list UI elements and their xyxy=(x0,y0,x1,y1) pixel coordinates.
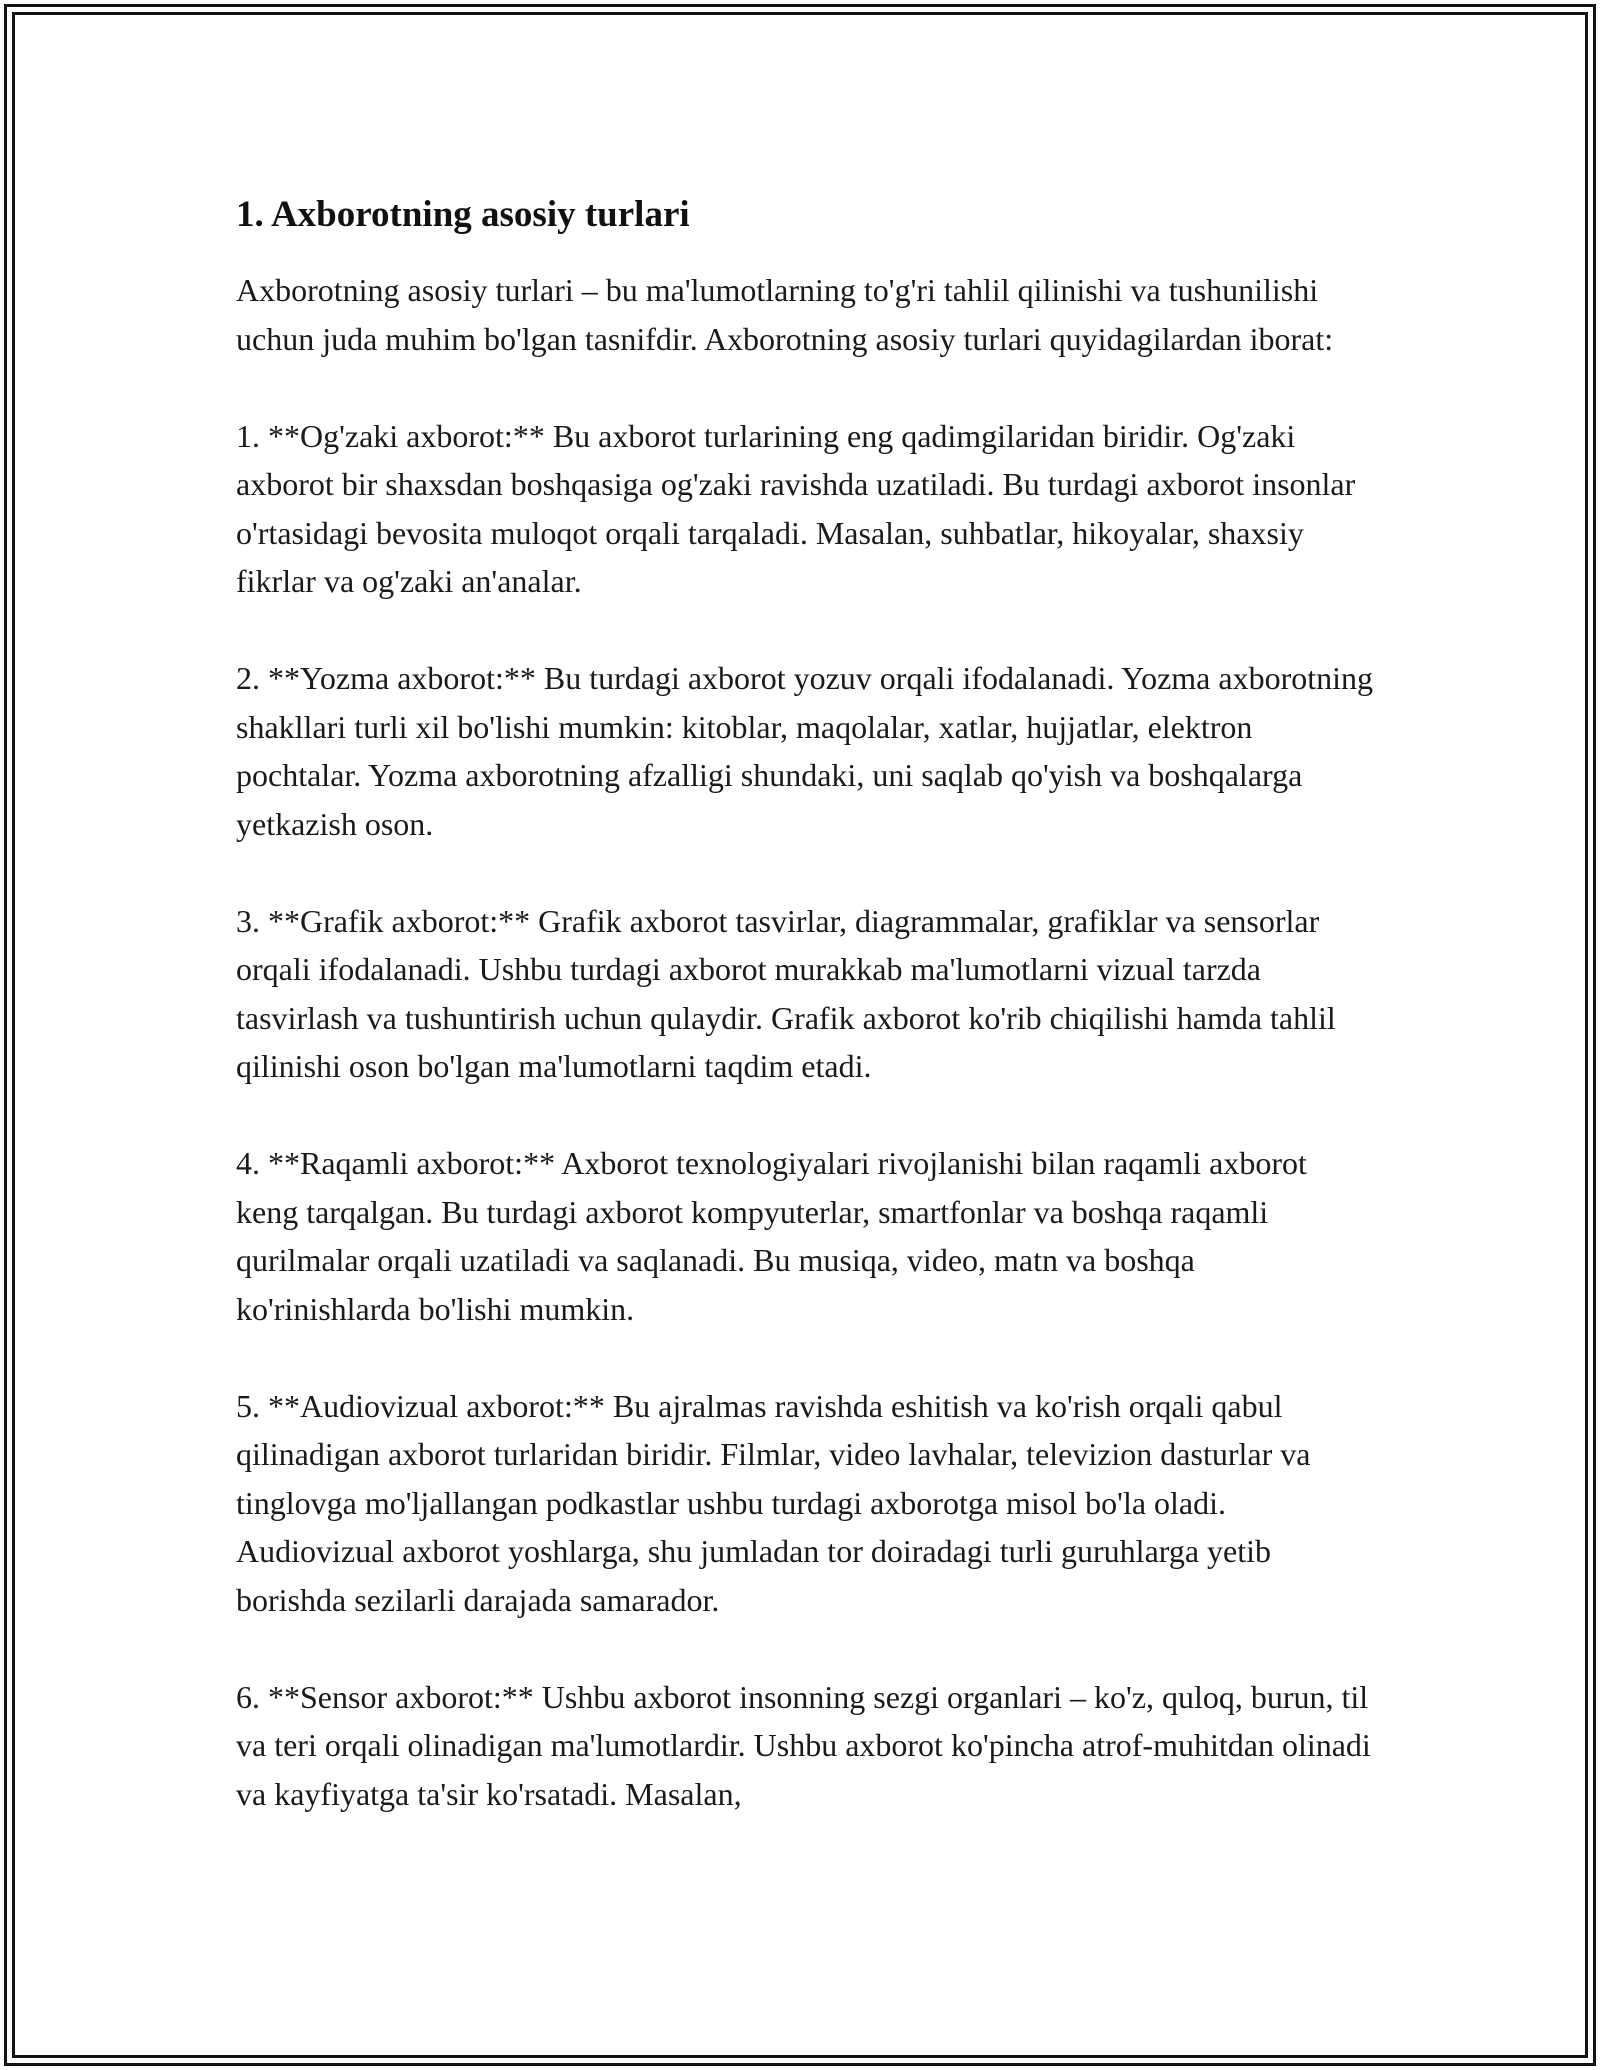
paragraph-raqamli: 4. **Raqamli axborot:** Axborot texnologiyalari rivojlanishi bilan raqamli axborot keng tarqalgan. Bu turdagi axborot kompyuterlar, smartfonlar va boshqa raqamli qurilmalar orqali uzatiladi va saqlanadi. Bu musiqa, video, matn va boshqa ko'rinishlarda bo'lishi mumkin. xyxy=(236,1145,1307,1327)
document-body xyxy=(236,190,1376,1867)
paragraph-ogzaki: 1. **Og'zaki axborot:** Bu axborot turlarining eng qadimgilaridan biridir. Og'zaki axborot bir shaxsdan boshqasiga og'zaki ravishda uzatiladi. Bu turdagi axborot insonlar o'rtasidagi bevosita muloqot orqali tarqaladi. Masalan, suhbatlar, hikoyalar, shaxsiy fikrlar va og'zaki an'analar. xyxy=(236,417,1356,599)
section-heading: 1. Axborotning asosiy turlari xyxy=(236,194,690,235)
paragraph-yozma: 2. **Yozma axborot:** Bu turdagi axborot yozuv orqali ifodalanadi. Yozma axborotning shakllari turli xil bo'lishi mumkin: kitoblar, maqolalar, xatlar, hujjatlar, elektron pochtalar. Yozma axborotning afzalligi shundaki, uni saqlab qo'yish va boshqalarga yetkazish oson. xyxy=(236,660,1374,842)
paragraph-audiovizual: 5. **Audiovizual axborot:** Bu ajralmas ravishda eshitish va ko'rish orqali qabul qilinadigan axborot turlaridan biridir. Filmlar, video lavhalar, televizion dasturlar va tinglovga mo'ljallangan podkastlar ushbu turdagi axborotga misol bo'la oladi. Audiovizual axborot yoshlarga, shu jumladan tor doiradagi turli guruhlarga yetib borishda sezilarli darajada samarador. xyxy=(236,1387,1311,1618)
paragraph-sensor: 6. **Sensor axborot:** Ushbu axborot insonning sezgi organlari – ko'z, quloq, burun, til va teri orqali olinadigan ma'lumotlardir. Ushbu axborot ko'pincha atrof-muhitdan olinadi va kayfiyatga ta'sir ko'rsatadi. Masalan, xyxy=(236,1678,1371,1812)
paragraph-grafik: 3. **Grafik axborot:** Grafik axborot tasvirlar, diagrammalar, grafiklar va sensorlar orqali ifodalanadi. Ushbu turdagi axborot murakkab ma'lumotlarni vizual tarzda tasvirlash va tushuntirish uchun qulaydir. Grafik axborot ko'rib chiqilishi hamda tahlil qilinishi oson bo'lgan ma'lumotlarni taqdim etadi. xyxy=(236,902,1336,1084)
intro-paragraph: Axborotning asosiy turlari – bu ma'lumotlarning to'g'ri tahlil qilinishi va tushunilishi uchun juda muhim bo'lgan tasnifdir. Axborotning asosiy turlari quyidagilardan iborat: xyxy=(236,272,1334,357)
